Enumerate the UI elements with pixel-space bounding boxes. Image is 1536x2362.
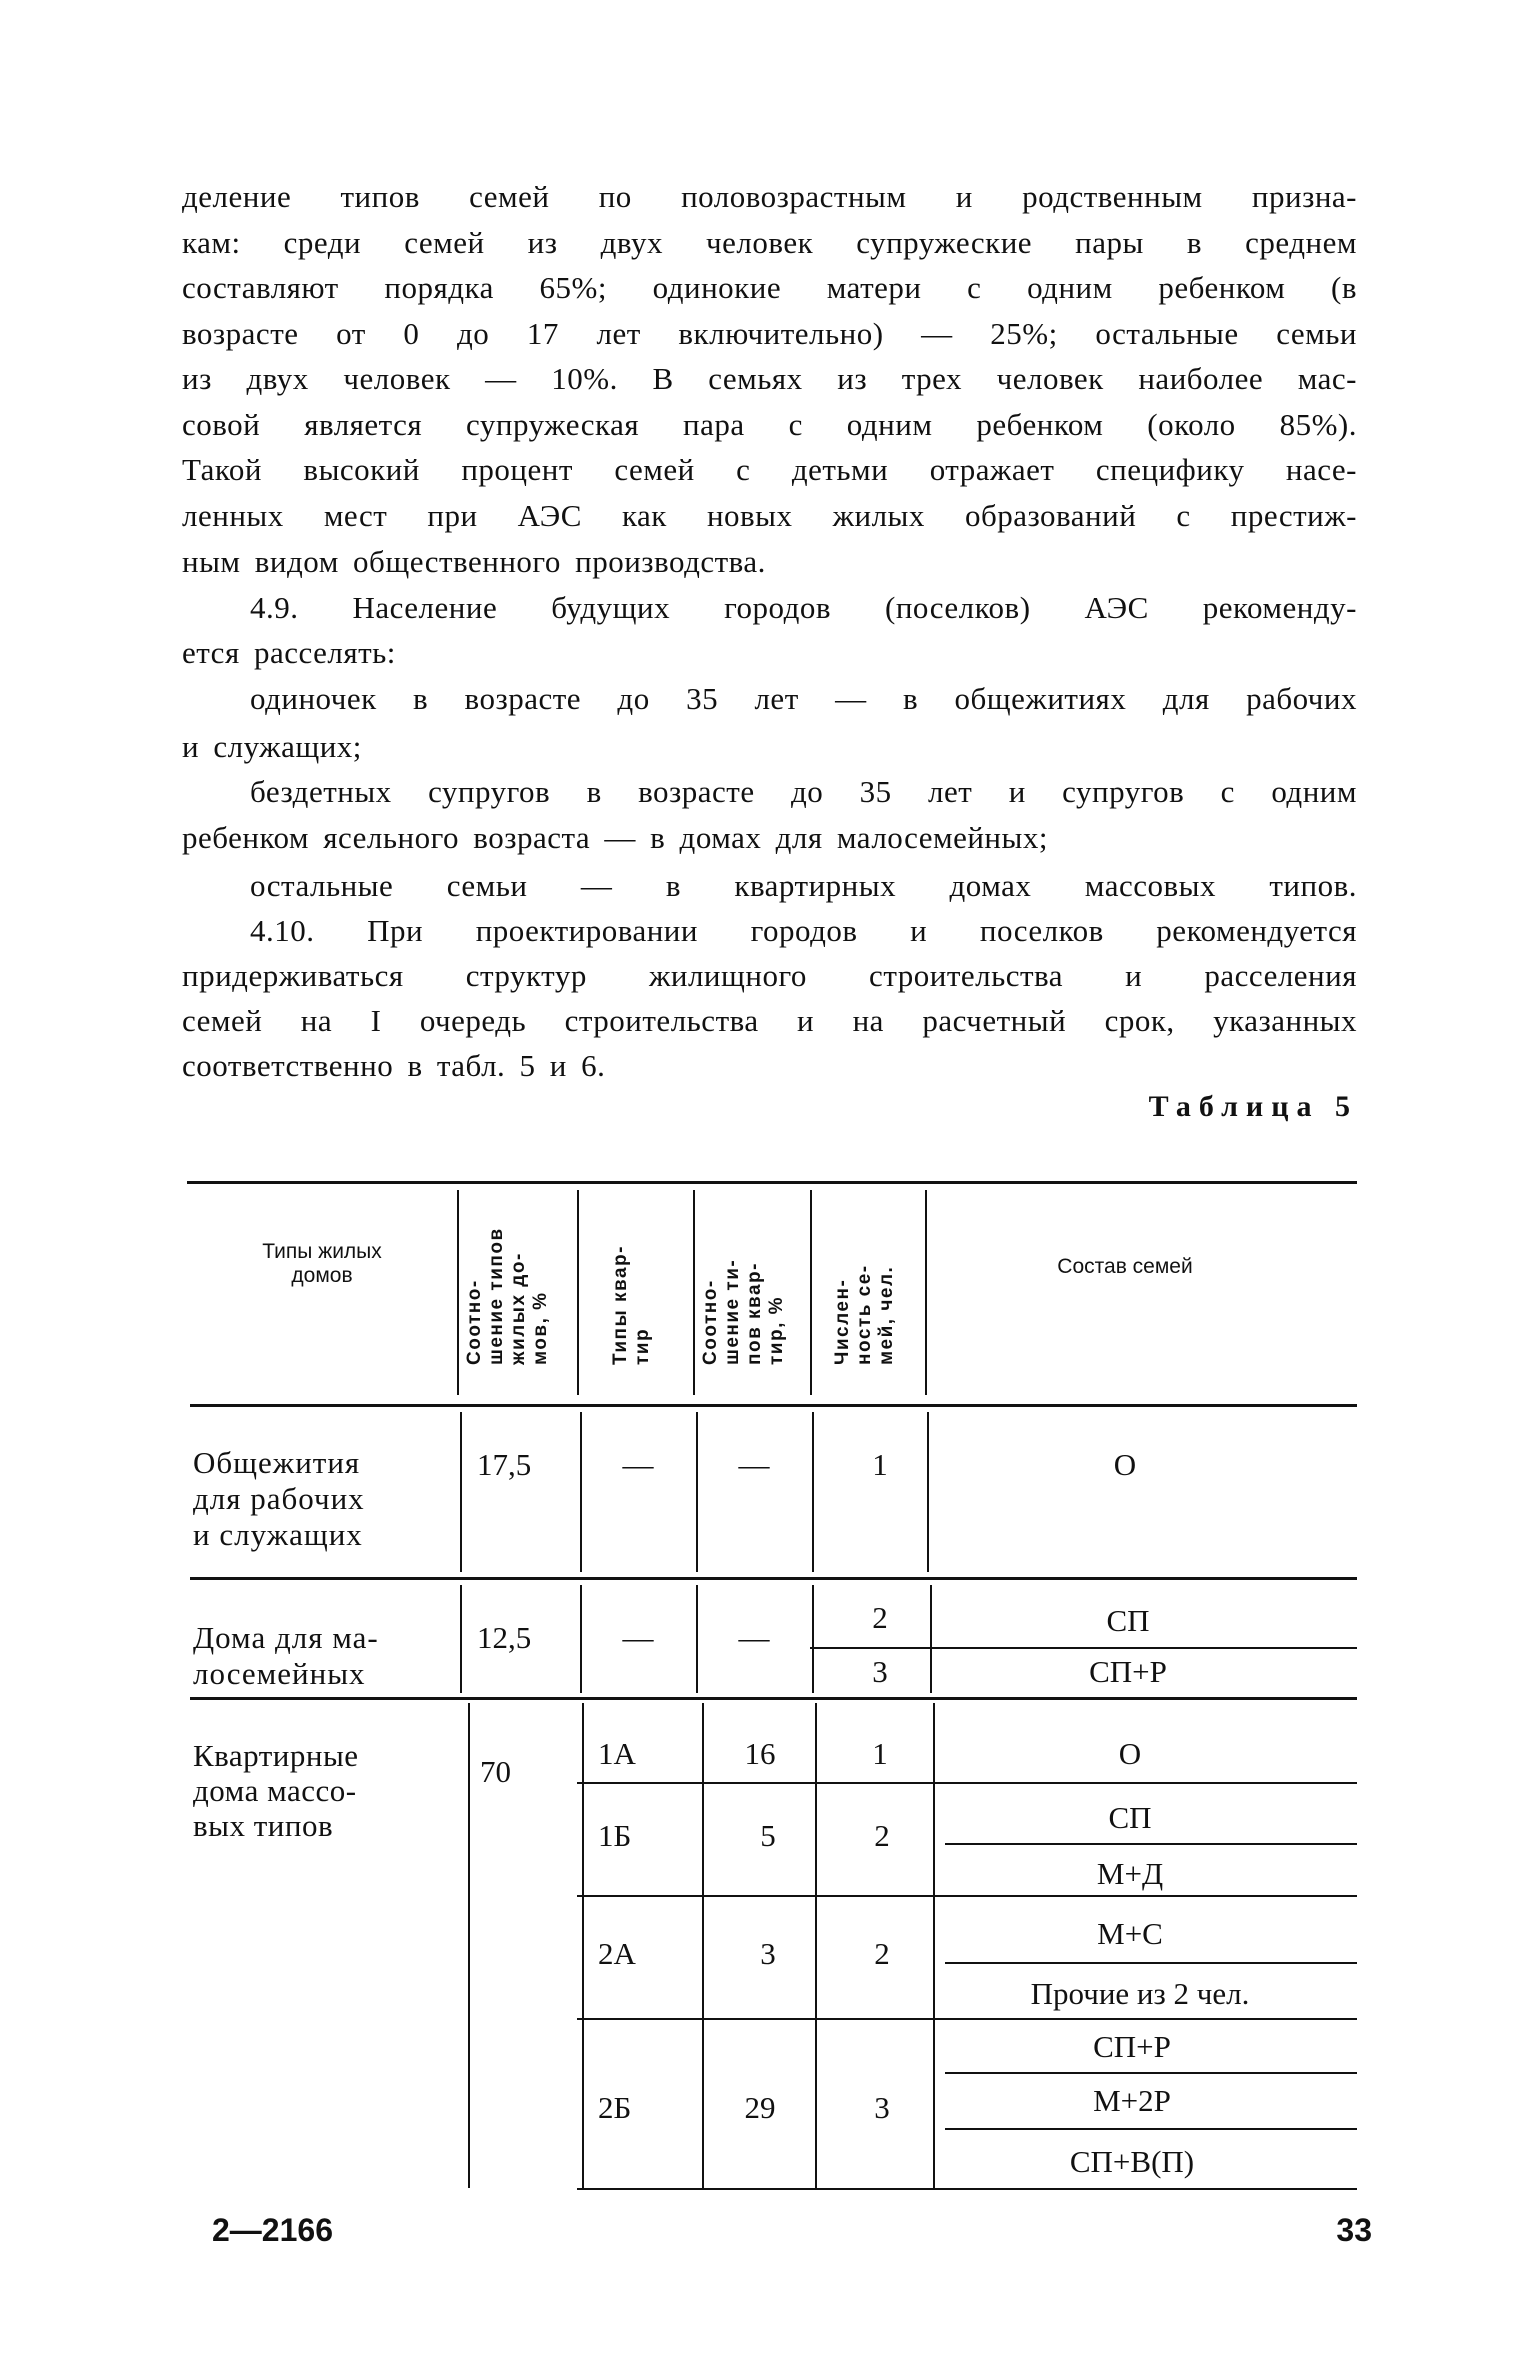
house-share: 70 bbox=[480, 1754, 511, 1789]
house-type: Квартирные дома массо- вых типов bbox=[193, 1738, 359, 1843]
col-rule bbox=[812, 1412, 814, 1572]
text-line: ным видом общественного производства. bbox=[182, 544, 766, 579]
text-line: 4.9. Население будущих городов (поселков) АЭС рекоменду- bbox=[250, 590, 1357, 625]
col-rule bbox=[812, 1585, 814, 1693]
apartment-type: 1А bbox=[598, 1736, 636, 1771]
family-size: 2 bbox=[874, 1818, 890, 1853]
text-line: семей на I очередь строительства и на расчетный срок, указанных bbox=[182, 1003, 1357, 1038]
family-composition: М+С bbox=[1097, 1916, 1163, 1951]
col-rule bbox=[457, 1190, 459, 1395]
apartment-type: 1Б bbox=[598, 1818, 632, 1853]
text-line: и служащих; bbox=[182, 729, 362, 764]
row-rule bbox=[577, 1895, 1357, 1897]
text-line: остальные семьи — в квартирных домах массовых типов. bbox=[250, 868, 1357, 903]
text-line: деление типов семей по половозрастным и родственным призна- bbox=[182, 179, 1357, 214]
apartment-share: 5 bbox=[760, 1818, 776, 1853]
row-rule bbox=[577, 2018, 1357, 2020]
apartment-share: 3 bbox=[760, 1936, 776, 1971]
family-composition: Прочие из 2 чел. bbox=[1030, 1976, 1250, 2011]
col-rule bbox=[930, 1585, 932, 1693]
col-rule bbox=[927, 1412, 929, 1572]
col-rule bbox=[810, 1190, 812, 1395]
col-rule bbox=[696, 1585, 698, 1693]
header-bottom-rule bbox=[190, 1404, 1357, 1407]
apartment-type: — bbox=[622, 1447, 654, 1482]
col-rule bbox=[460, 1412, 462, 1572]
text-line: 4.10. При проектировании городов и поселков рекомендуется bbox=[250, 913, 1357, 948]
col-rule bbox=[580, 1412, 582, 1572]
text-line: из двух человек — 10%. В семьях из трех человек наиболее мас- bbox=[182, 361, 1357, 396]
row-rule bbox=[945, 1843, 1357, 1845]
text-line: составляют порядка 65%; одинокие матери с одним ребенком (в bbox=[182, 270, 1357, 305]
text-line: ленных мест при АЭС как новых жилых образований с престиж- bbox=[182, 498, 1357, 533]
text-line: одиночек в возрасте до 35 лет — в общежитиях для рабочих bbox=[250, 681, 1357, 716]
col-rule bbox=[925, 1190, 927, 1395]
col-rule bbox=[702, 1703, 704, 2188]
page-number: 33 bbox=[1336, 2212, 1372, 2248]
col-rule bbox=[580, 1585, 582, 1693]
house-share: 12,5 bbox=[477, 1620, 532, 1655]
row-rule bbox=[945, 2072, 1357, 2074]
col-rule bbox=[582, 1703, 584, 2188]
family-size: 1 bbox=[872, 1736, 888, 1771]
col-rule bbox=[468, 1703, 470, 2188]
family-composition: СП bbox=[1108, 1800, 1152, 1835]
col-rule bbox=[577, 1190, 579, 1395]
col-rule bbox=[693, 1190, 695, 1395]
apartment-share: 16 bbox=[744, 1736, 776, 1771]
family-composition: СП+Р bbox=[1089, 1654, 1167, 1689]
header-apartment-share: Соотно- шение ти- пов квар- тир, % bbox=[700, 1258, 787, 1365]
col-rule bbox=[460, 1585, 462, 1693]
house-share: 17,5 bbox=[477, 1447, 532, 1482]
family-composition: О bbox=[1113, 1447, 1137, 1482]
row-rule bbox=[945, 2128, 1357, 2130]
apartment-share: — bbox=[738, 1620, 770, 1655]
family-composition: СП bbox=[1106, 1603, 1150, 1638]
apartment-type: 2Б bbox=[598, 2090, 632, 2125]
apartment-type: — bbox=[622, 1620, 654, 1655]
text-line: ребенком ясельного возраста — в домах для малосемейных; bbox=[182, 820, 1048, 855]
apartment-share: 29 bbox=[744, 2090, 776, 2125]
family-composition: М+Д bbox=[1096, 1856, 1164, 1891]
house-type: Общежития для рабочих и служащих bbox=[193, 1445, 365, 1552]
apartment-type: 2А bbox=[598, 1936, 636, 1971]
header-family-composition: Состав семей bbox=[1057, 1255, 1193, 1278]
text-line: соответственно в табл. 5 и 6. bbox=[182, 1048, 606, 1083]
header-family-size: Числен- ность се- мей, чел. bbox=[832, 1264, 897, 1365]
header-apartment-types: Типы квар- тир bbox=[610, 1245, 653, 1365]
footer-code: 2—2166 bbox=[212, 2212, 333, 2248]
family-size: 2 bbox=[872, 1600, 888, 1635]
apartment-share: — bbox=[738, 1447, 770, 1482]
text-line: кам: среди семей из двух человек супружеские пары в среднем bbox=[182, 225, 1357, 260]
col-rule bbox=[815, 1703, 817, 2188]
col-rule bbox=[933, 1703, 935, 2188]
row-rule bbox=[577, 1782, 1357, 1784]
text-line: совой является супружеская пара с одним ребенком (около 85%). bbox=[182, 407, 1357, 442]
family-size: 3 bbox=[872, 1654, 888, 1689]
text-line: возрасте от 0 до 17 лет включительно) — 25%; остальные семьи bbox=[182, 316, 1357, 351]
family-composition: М+2Р bbox=[1093, 2083, 1171, 2118]
header-house-share: Соотно- шение типов жилых до- мов, % bbox=[464, 1227, 551, 1365]
family-composition: СП+Р bbox=[1093, 2029, 1171, 2064]
family-size: 1 bbox=[872, 1447, 888, 1482]
row-rule bbox=[945, 1962, 1357, 1964]
family-size: 3 bbox=[874, 2090, 890, 2125]
row-rule bbox=[190, 1577, 1357, 1580]
col-rule bbox=[696, 1412, 698, 1572]
family-composition: О bbox=[1118, 1736, 1142, 1771]
house-type: Дома для ма- лосемейных bbox=[193, 1620, 379, 1691]
text-line: придерживаться структур жилищного строительства и расселения bbox=[182, 958, 1357, 993]
family-size: 2 bbox=[874, 1936, 890, 1971]
row-rule bbox=[190, 1697, 1357, 1700]
table-caption: Таблица 5 bbox=[1148, 1090, 1358, 1123]
family-composition: СП+В(П) bbox=[1069, 2144, 1195, 2179]
table-bottom-rule bbox=[577, 2188, 1357, 2190]
text-line: бездетных супругов в возрасте до 35 лет и супругов с одним bbox=[250, 774, 1357, 809]
text-line: Такой высокий процент семей с детьми отражает специфику насе- bbox=[182, 452, 1357, 487]
header-house-types: Типы жилых домов bbox=[262, 1240, 382, 1287]
row-rule bbox=[810, 1647, 1357, 1649]
text-line: ется расселять: bbox=[182, 635, 396, 670]
